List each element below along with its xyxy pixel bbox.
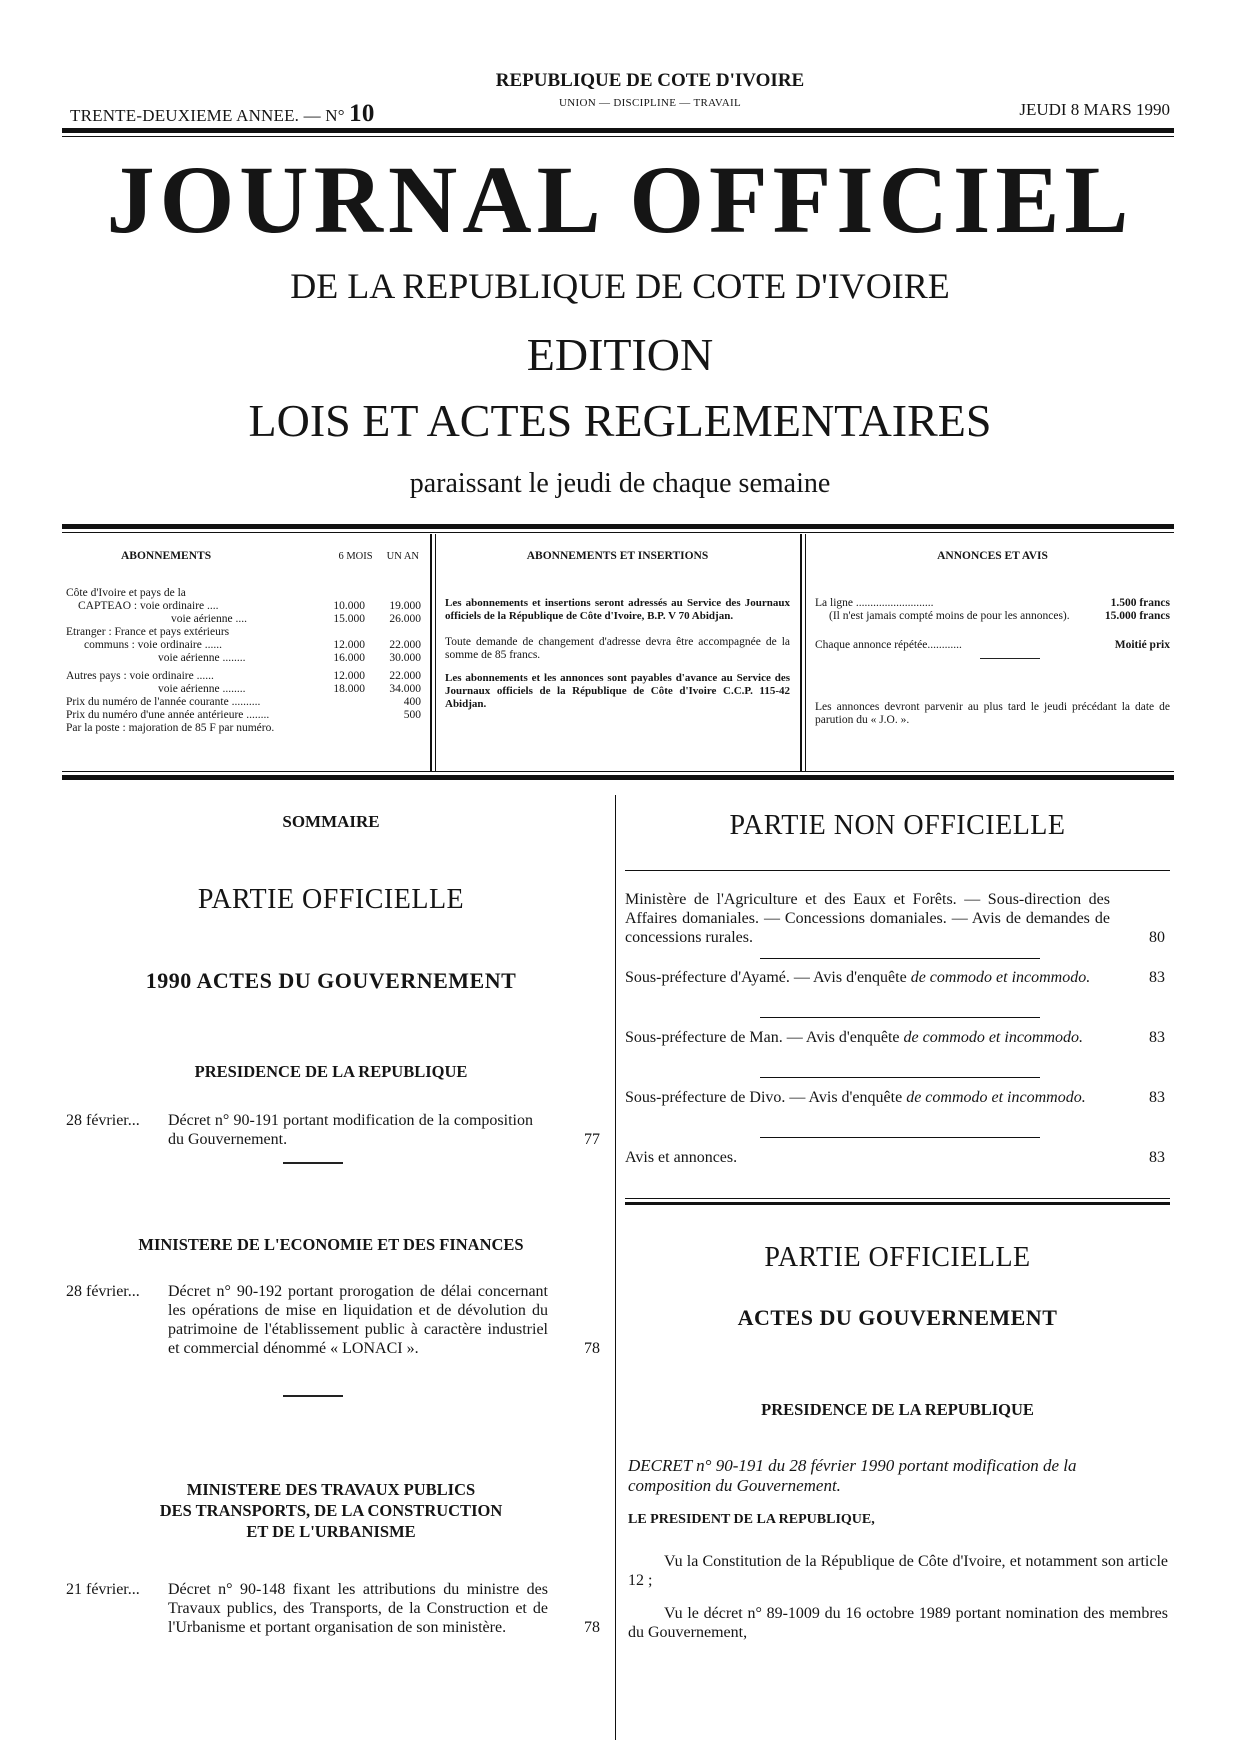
edition-label: EDITION [526,329,714,380]
separator [283,1395,343,1397]
insertions-panel [445,550,790,711]
issue-info [70,100,375,128]
sommaire-travaux-heading: MINISTERE DES TRAVAUX PUBLICS DES TRANSPORTS, DE LA CONSTRUCTION ET DE L'URBANISME [159,1480,503,1541]
price-row: voie aérienne .... 15.000 26.000 [171,613,421,625]
col-6mois: 6 MOIS [338,551,373,562]
box-divider-2b [805,534,806,771]
deadline-note: Les annonces devront parvenir au plus tard le jeudi précédant la date de parution du « J.O. ». [815,701,1170,726]
journal-title: JOURNAL OFFICIEL [106,146,1134,253]
item-page: 83 [1149,1089,1165,1106]
journal-subtitle: DE LA REPUBLIQUE DE COTE D'IVOIRE [290,266,950,306]
non-officielle-item: Sous-préfecture de Divo. — Avis d'enquête de commodo et incommodo. 83 [625,1089,1165,1106]
vu-decree: Vu le décret n° 89-1009 du 16 octobre 1989 portant nomination des membres du Gouvernement, [628,1605,1168,1641]
entry-date: 28 février... [66,1283,140,1300]
entry-page: 77 [584,1131,600,1148]
separator [283,1162,343,1164]
entry-text: Décret n° 90-148 fixant les attributions du ministre des Travaux publics, des Transports, de la Construction et de l'Urbanisme et portant organisation de son ministère. [168,1581,548,1636]
entry-date: 28 février... [66,1112,140,1129]
sommaire-presidence-heading: PRESIDENCE DE LA REPUBLIQUE [194,1062,468,1081]
president-line: LE PRESIDENT DE LA REPUBLIQUE, [628,1512,875,1527]
box-divider-1b [435,534,436,771]
insertions-address: Les abonnements et insertions seront adressés au Service des Journaux officiels de la République de Côte d'Ivoire, B.P. V 70 Abidjan. [445,597,790,622]
year-issue: TRENTE-DEUXIEME ANNEE. — N° [70,106,345,125]
box-bottom-rule-thin [62,771,1174,772]
officielle-actes-title: ACTES DU GOUVERNEMENT [737,1305,1058,1330]
annonces-divider [980,658,1040,659]
non-officielle-item: Sous-préfecture de Man. — Avis d'enquête de commodo et incommodo. 83 [625,1029,1165,1046]
officielle-presidence-heading: PRESIDENCE DE LA REPUBLIQUE [761,1400,1034,1419]
group1-label: Côte d'Ivoire et pays de la [66,587,186,599]
publication-frequency: paraissant le jeudi de chaque semaine [409,468,831,499]
sommaire-entry [66,1111,600,1149]
sommaire-economie-heading: MINISTERE DE L'ECONOMIE ET DES FINANCES [138,1235,524,1254]
entry-text: Décret n° 90-191 portant modification de la composition du Gouvernement. [168,1112,533,1148]
sommaire-entry [66,1282,600,1358]
entry-page: 78 [584,1619,600,1636]
subscriptions-heading: ABONNEMENTS [121,550,212,562]
box-divider-2 [800,534,802,771]
item-rule [760,958,1040,959]
min-price-row: (Il n'est jamais compté moins de pour les annonces). 15.000 francs [829,610,1170,622]
republic-header [470,70,830,109]
line-price-row: La ligne ........................... 1.500 francs [815,597,1170,609]
section-rule-thin [625,1198,1170,1199]
entry-date: 21 février... [66,1581,140,1598]
non-officielle-item: Sous-préfecture d'Ayamé. — Avis d'enquête de commodo et incommodo. 83 [625,969,1165,986]
annonces-heading: ANNONCES ET AVIS [937,550,1048,562]
sommaire-title: SOMMAIRE [282,812,380,831]
item-page: 83 [1149,1149,1165,1166]
motto: UNION — DISCIPLINE — TRAVAIL [559,97,741,109]
price-row: Etranger : France et pays extérieurs [66,626,230,638]
non-officielle-item: Avis et annonces. 83 [625,1149,1165,1166]
entry-page: 78 [584,1340,600,1357]
price-current-row: Prix du numéro de l'année courante .......... 400 [66,696,421,708]
item-rule [760,1077,1040,1078]
section-rule [625,1202,1170,1205]
republic-name: REPUBLIQUE DE COTE D'IVOIRE [495,70,805,91]
non-officielle-rule [625,870,1170,871]
sommaire-entry [66,1580,600,1637]
price-row: voie aérienne ........ 16.000 30.000 [158,652,421,664]
price-row: Autres pays : voie ordinaire ...... 12.000 22.000 [66,670,421,682]
box-top-rule [62,524,1174,529]
sommaire-partie-officielle: PARTIE OFFICIELLE [197,884,465,915]
decree-title: DECRET n° 90-191 du 28 février 1990 portant modification de la composition du Gouvernement. [628,1456,1077,1495]
price-row: CAPTEAO : voie ordinaire .... 10.000 19.000 [78,600,421,612]
box-divider-1 [430,534,432,771]
price-row: voie aérienne ........ 18.000 34.000 [158,683,421,695]
postage-note: Par la poste : majoration de 85 F par numéro. [66,722,275,734]
item-rule [760,1017,1040,1018]
price-previous-row: Prix du numéro d'une année antérieure ........ 500 [66,709,421,721]
item-page: 83 [1149,969,1165,986]
item-page: 83 [1149,1029,1165,1046]
column-divider [615,795,616,1740]
item-rule [760,1137,1040,1138]
header-rule [62,128,1174,133]
repeat-price-row: Chaque annonce répétée............ Moitié prix [815,639,1170,651]
issue-number: 10 [349,100,375,127]
item-page: 80 [1149,929,1165,946]
price-row: communs : voie ordinaire ...... 12.000 22.000 [84,639,421,651]
vu-constitution: Vu la Constitution de la République de Côte d'Ivoire, et notamment son article 12 ; [628,1553,1168,1589]
subscriptions-panel [66,550,421,735]
non-officielle-item: Ministère de l'Agriculture et des Eaux et Forêts. — Sous-direction des Affaires domaniales. — Concessions domaniales. — Avis de demandes de concessions rurales. 80 [625,891,1165,946]
insertions-heading: ABONNEMENTS ET INSERTIONS [526,550,709,562]
box-top-rule-thin [62,532,1174,533]
col-unan: UN AN [386,551,419,562]
officielle-title: PARTIE OFFICIELLE [764,1242,1031,1273]
non-officielle-title: PARTIE NON OFFICIELLE [729,810,1066,841]
issue-date: JEUDI 8 MARS 1990 [1019,100,1170,119]
sommaire-actes-title: 1990 ACTES DU GOUVERNEMENT [145,968,517,993]
edition-name: LOIS ET ACTES REGLEMENTAIRES [248,395,992,446]
payment-note: Les abonnements et les annonces sont payables d'avance au Service des Journaux officiels de la République de Côte d'Ivoire C.C.P. 115-42 Abidjan. [445,672,790,710]
address-change-note: Toute demande de changement d'adresse devra être accompagnée de la somme de 85 francs. [445,636,790,661]
box-bottom-rule [62,775,1174,780]
header-rule-thin [62,136,1174,137]
annonces-panel [815,550,1170,727]
entry-text: Décret n° 90-192 portant prorogation de délai concernant les opérations de mise en liquidation et de dévolution du patrimoine de l'établissement public à caractère industriel et commercial dénommé « LONACI ». [168,1283,548,1357]
